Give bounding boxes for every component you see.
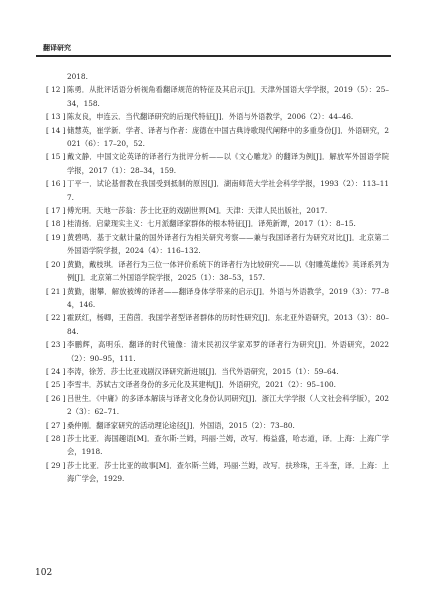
reference-number: [ 13 ]	[46, 112, 66, 122]
reference-item	[46, 124, 389, 151]
reference-item	[46, 204, 389, 217]
reference-text: 霍跃红，杨卿，王茵茵．我国学者型译者群体的历时性研究[J]．东北亚外语研究，2013（3）：80–84.	[67, 313, 389, 336]
reference-item	[46, 110, 389, 123]
reference-text: 李鹏辉，高明乐．翻译的时代镜像：清末民初汉学家邓罗的译者行为研究[J]．外语研究，2022（2）：90–95，111.	[67, 340, 389, 363]
reference-text: 傅光明．天地一莎翁：莎士比亚的戏剧世界[M]．天津：天津人民出版社，2017.	[67, 206, 328, 216]
reference-item	[46, 177, 389, 204]
reference-number: [ 22 ]	[46, 313, 66, 323]
reference-entries	[46, 83, 389, 485]
reference-item	[46, 338, 389, 365]
reference-text: 吕世生．《中庸》的多译本解读与译者文化身份认同研究[J]．浙江大学学报（人文社会科学版），2022（3）：62–71.	[67, 393, 389, 417]
reference-item	[46, 432, 389, 459]
header-rule	[36, 55, 391, 57]
reference-text: 黄勤，戴枝琪．译者行为三位一体评价系统下的译者行为比较研究——以《射雕英雄传》英译系列为例[J]．北京第二外国语学院学报，2025（1）：38–53，157.	[67, 259, 389, 283]
reference-item	[46, 459, 389, 486]
reference-number: [ 21 ]	[46, 286, 66, 296]
reference-item	[46, 285, 389, 312]
reference-number: [ 16 ]	[46, 179, 66, 189]
reference-number: [ 18 ]	[46, 219, 66, 229]
reference-text: 莎士比亚．莎士比亚的故事[M]．查尔斯·兰姆，玛丽·兰姆，改写．扶珍珠，王斗奎，译．上海：上海广学会，1929.	[67, 460, 389, 484]
reference-item	[46, 258, 389, 285]
reference-number: [ 24 ]	[46, 366, 66, 376]
reference-text: 储慧英，崔学新．学者、译者与作者：庞德在中国古典诗歌现代阐释中的多重身份[J]．外语研究，2021（6）：17–20，52.	[67, 125, 389, 149]
reference-number: [ 28 ]	[46, 433, 66, 443]
reference-text: 戴文静．中国文论英译的译者行为批评分析——以《文心雕龙》的翻译为例[J]．解放军外国语学院学报，2017（1）：28–34，159.	[67, 152, 389, 175]
reference-number: [ 23 ]	[46, 340, 66, 350]
reference-number: [ 14 ]	[46, 125, 66, 135]
reference-text: 桂清扬．启蒙现实主义：七月派翻译家群体的根本特征[J]．译苑新谭，2017（1）：8–15.	[67, 219, 356, 229]
reference-text: 黄碧鸣．基于文献计量的国外译者行为相关研究考察——兼与我国译者行为研究对比[J]．北京第二外国语学院学报，2024（4）：116–132.	[67, 232, 389, 256]
reference-text: 莎士比亚．海国趣语[M]．查尔斯·兰姆，玛丽·兰姆，改写．梅益盛，哈志道，译．上海：上海广学会，1918.	[67, 433, 389, 457]
reference-item	[46, 231, 389, 258]
page-number: 102	[35, 568, 53, 578]
reference-text: 桑仲刚．翻译家研究的活动理论途径[J]．外国语，2015（2）：73–80.	[67, 420, 295, 430]
reference-text: 丁平一．试论基督教在我国受到抵制的原因[J]．湖南师范大学社会科学学报，1993（2）：113–117.	[67, 179, 389, 202]
reference-number: [ 12 ]	[46, 85, 66, 95]
reference-item	[46, 365, 389, 378]
reference-number: [ 20 ]	[46, 259, 66, 269]
reference-number: [ 19 ]	[46, 232, 66, 242]
reference-item	[46, 419, 389, 432]
reference-number: [ 17 ]	[46, 206, 66, 216]
reference-text: 李雪丰．苏轼古文译者身份的多元化及其建构[J]．外语研究，2021（2）：95–100.	[67, 380, 336, 390]
reference-list	[46, 70, 389, 486]
reference-number: [ 29 ]	[46, 460, 66, 470]
reference-continuation: 2018.	[67, 72, 88, 81]
reference-number: [ 27 ]	[46, 420, 66, 430]
running-header: 翻译研究	[43, 44, 71, 52]
reference-text: 陈勇．从批评话语分析视角看翻译规范的特征及其启示[J]．天津外国语大学学报，2019（5）：25–34，158.	[67, 85, 389, 108]
reference-number: [ 25 ]	[46, 380, 66, 390]
reference-number: [ 26 ]	[46, 393, 66, 403]
reference-item	[46, 217, 389, 230]
reference-text: 陈友良，申连云．当代翻译研究的后现代特征[J]．外语与外语教学，2006（2）：44–46.	[67, 112, 354, 122]
reference-item	[46, 392, 389, 419]
reference-item	[46, 150, 389, 177]
reference-text: 黄勤，谢攀．解放被缚的译者——翻译身体学带来的启示[J]．外语与外语教学，2019（3）：77–84，146.	[67, 286, 389, 309]
reference-text: 李涛，徐芳．莎士比亚戏剧汉译研究新进展[J]．当代外语研究，2015（1）：59–64.	[67, 366, 339, 376]
reference-item	[46, 83, 389, 110]
reference-number: [ 15 ]	[46, 152, 66, 162]
reference-item	[46, 311, 389, 338]
reference-item	[46, 378, 389, 391]
